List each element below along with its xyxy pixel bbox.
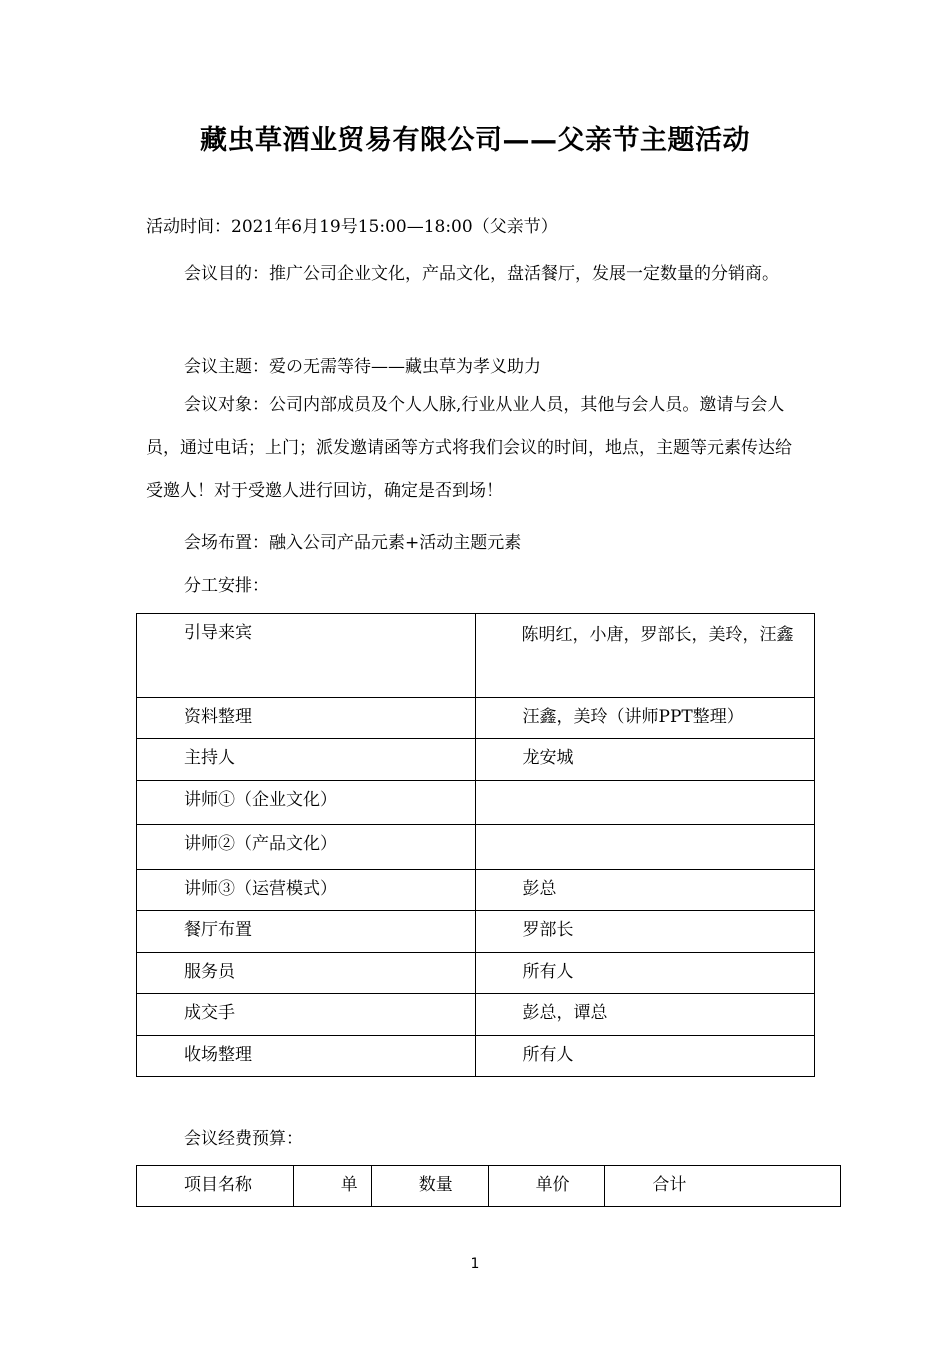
task-role: 讲师②（产品文化）	[137, 825, 476, 870]
table-row	[137, 1036, 815, 1077]
task-role: 引导来宾	[137, 614, 476, 698]
task-people: 陈明红，小唐，罗部长，美玲，汪鑫	[475, 614, 815, 698]
table-row	[137, 825, 815, 870]
meeting-theme: 会议主题：爱の无需等待——藏虫草为孝义助力	[184, 357, 541, 377]
task-people: 龙安城	[475, 739, 815, 781]
budget-table	[136, 1165, 841, 1207]
table-row	[137, 870, 815, 911]
table-row	[137, 953, 815, 994]
table-row	[137, 1166, 841, 1207]
document-title: 藏虫草酒业贸易有限公司——父亲节主题活动	[200, 125, 750, 156]
task-people: 彭总	[475, 870, 815, 911]
meeting-purpose: 会议目的：推广公司企业文化，产品文化，盘活餐厅，发展一定数量的分销商。	[184, 264, 779, 284]
task-people: 罗部长	[475, 911, 815, 953]
task-people: 汪鑫，美玲（讲师PPT整理）	[475, 698, 815, 739]
task-people	[475, 825, 815, 870]
budget-header-item: 项目名称	[137, 1166, 294, 1207]
meeting-audience: 会议对象：公司内部成员及个人人脉,行业从业人员，其他与会人员。邀请与会人员，通过电话；上门；派发邀请函等方式将我们会议的时间，地点，主题等元素传达给受邀人！对于受邀人进行回访，确定是否到场！	[146, 395, 792, 501]
task-role: 讲师③（运营模式）	[137, 870, 476, 911]
table-row	[137, 739, 815, 781]
task-role: 餐厅布置	[137, 911, 476, 953]
venue-layout: 会场布置：融入公司产品元素+活动主题元素	[184, 533, 522, 553]
task-people: 所有人	[475, 1036, 815, 1077]
task-role: 服务员	[137, 953, 476, 994]
budget-heading: 会议经费预算：	[184, 1129, 303, 1149]
task-people: 所有人	[475, 953, 815, 994]
budget-header-total: 合计	[605, 1166, 841, 1207]
table-row	[137, 994, 815, 1036]
task-people	[475, 781, 815, 825]
task-role: 讲师①（企业文化）	[137, 781, 476, 825]
task-people: 彭总，谭总	[475, 994, 815, 1036]
division-heading: 分工安排：	[184, 576, 269, 596]
budget-header-price: 单价	[488, 1166, 605, 1207]
table-row	[137, 781, 815, 825]
task-role: 主持人	[137, 739, 476, 781]
activity-time: 活动时间：2021年6月19号15:00—18:00（父亲节）	[146, 217, 558, 237]
task-role: 收场整理	[137, 1036, 476, 1077]
table-row	[137, 614, 815, 698]
task-role: 资料整理	[137, 698, 476, 739]
task-role: 成交手	[137, 994, 476, 1036]
budget-header-quantity: 数量	[371, 1166, 488, 1207]
table-row	[137, 698, 815, 739]
budget-header-unit: 单	[293, 1166, 371, 1207]
task-table	[136, 613, 815, 1077]
table-row	[137, 911, 815, 953]
page-number: 1	[470, 1256, 480, 1272]
